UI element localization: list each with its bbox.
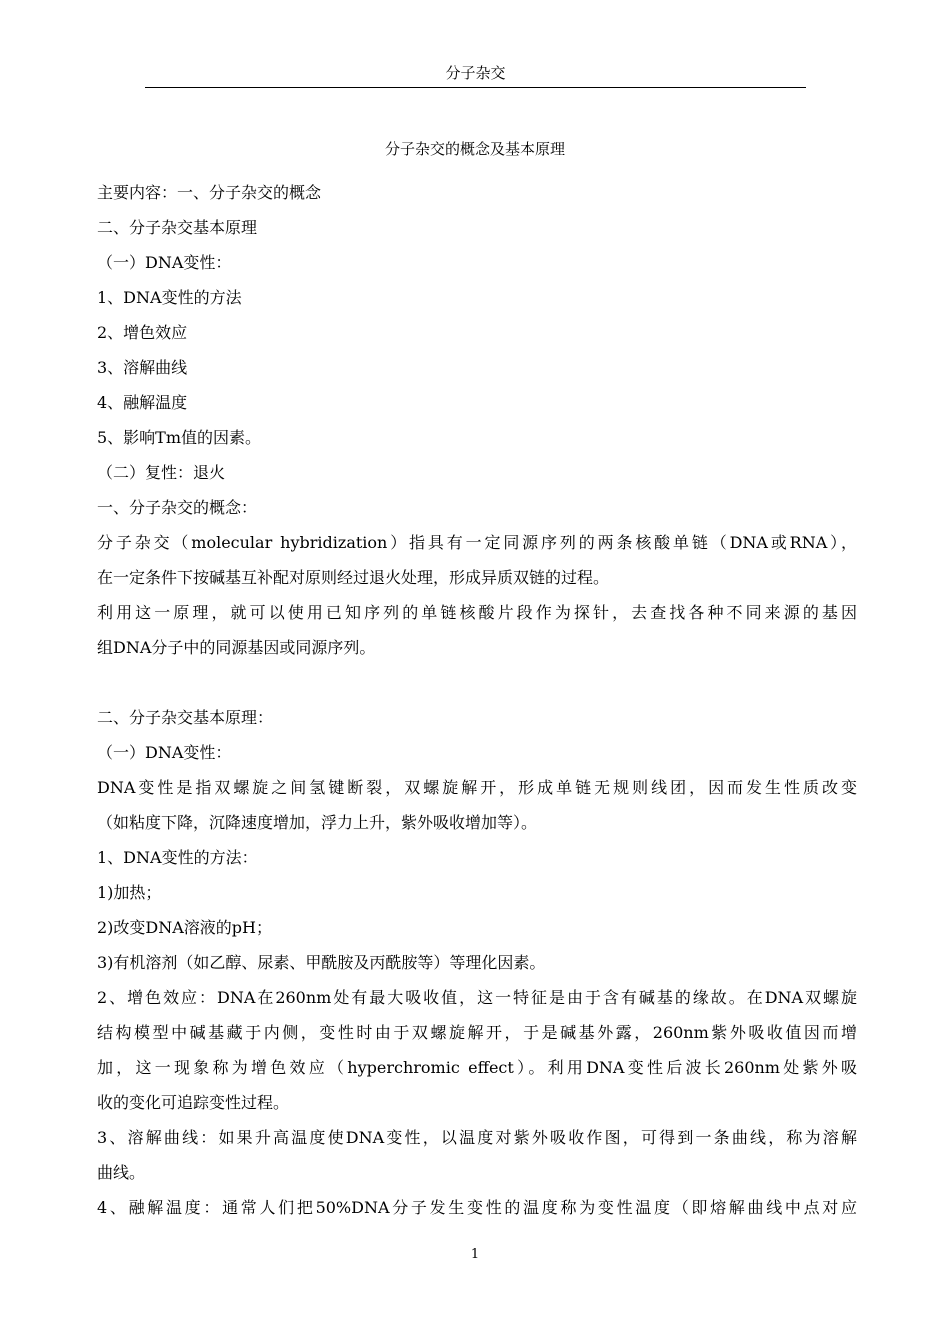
paragraph-line: 2、增色效应：DNA在260nm处有最大吸收值，这一特征是由于含有碱基的缘故。在DNA双螺旋 — [97, 988, 857, 1007]
document-title: 分子杂交的概念及基本原理 — [384, 140, 565, 158]
list-item: 3)有机溶剂（如乙醇、尿素、甲酰胺及丙酰胺等）等理化因素。 — [97, 953, 546, 972]
paragraph-line: 收的变化可追踪变性过程。 — [97, 1093, 290, 1112]
section-heading: 一、分子杂交的概念： — [97, 498, 258, 517]
paragraph-line: 结构模型中碱基藏于内侧，变性时由于双螺旋解开，于是碱基外露，260nm紫外吸收值因而增 — [97, 1023, 857, 1042]
list-item: 2)改变DNA溶液的pH； — [97, 918, 273, 937]
contents-item: 2、增色效应 — [97, 323, 188, 342]
page-number: 1 — [470, 1247, 480, 1262]
subsection-heading: （一）DNA变性： — [97, 743, 232, 762]
paragraph-line: 3、溶解曲线：如果升高温度使DNA变性，以温度对紫外吸收作图，可得到一条曲线，称为溶解 — [97, 1128, 857, 1147]
contents-intro: 主要内容：一、分子杂交的概念 — [97, 183, 322, 202]
page-header: 分子杂交 — [145, 62, 806, 88]
paragraph-line: DNA变性是指双螺旋之间氢键断裂，双螺旋解开，形成单链无规则线团，因而发生性质改变 — [97, 778, 857, 797]
contents-item: 二、分子杂交基本原理 — [97, 218, 258, 237]
contents-item: 1、DNA变性的方法 — [97, 288, 242, 307]
blank-line — [97, 665, 857, 700]
paragraph-line: 曲线。 — [97, 1163, 146, 1182]
list-item: 1)加热； — [97, 883, 162, 902]
paragraph-line: 4、融解温度：通常人们把50%DNA分子发生变性的温度称为变性温度（即熔解曲线中点对应 — [97, 1198, 857, 1217]
paragraph-line: 利用这一原理，就可以使用已知序列的单链核酸片段作为探针，去查找各种不同来源的基因 — [97, 603, 857, 622]
paragraph-line: 在一定条件下按碱基互补配对原则经过退火处理，形成异质双链的过程。 — [97, 568, 610, 587]
section-heading: 二、分子杂交基本原理： — [97, 708, 274, 727]
contents-item: 5、影响Tm值的因素。 — [97, 428, 262, 447]
contents-item: 4、融解温度 — [97, 393, 188, 412]
paragraph-line: 组DNA分子中的同源基因或同源序列。 — [97, 638, 376, 657]
paragraph-line: 加，这一现象称为增色效应（hyperchromic effect）。利用DNA变性后波长260nm处紫外吸 — [97, 1058, 857, 1077]
paragraph-line: （如粘度下降，沉降速度增加，浮力上升，紫外吸收增加等）。 — [97, 813, 538, 832]
paragraph-line: 分子杂交（molecular hybridization）指具有一定同源序列的两条核酸单链（DNA或RNA）， — [97, 533, 857, 552]
document-body — [97, 175, 857, 1225]
contents-item: （一）DNA变性： — [97, 253, 232, 272]
contents-item: 3、溶解曲线 — [97, 358, 188, 377]
subsection-heading: 1、DNA变性的方法： — [97, 848, 258, 867]
contents-item: （二）复性：退火 — [97, 463, 226, 482]
